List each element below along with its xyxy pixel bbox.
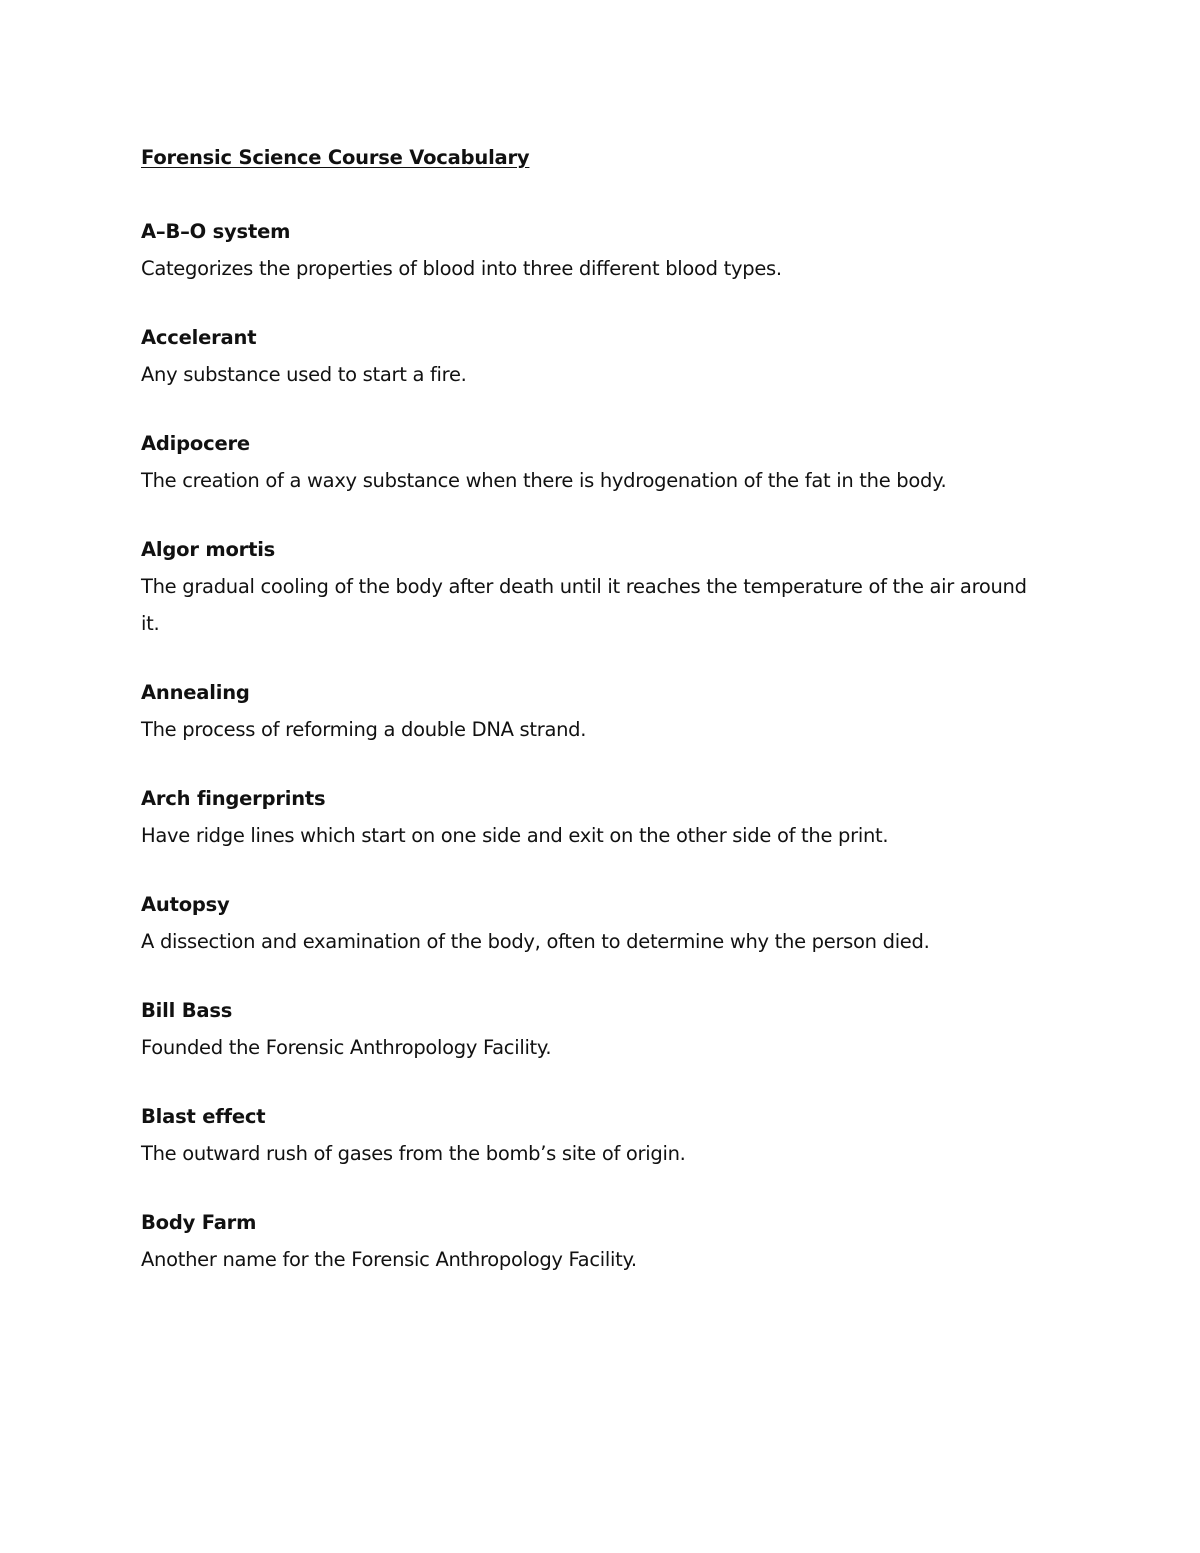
vocab-term: Arch fingerprints [141,787,326,810]
vocab-entry [141,892,1061,960]
document-title: Forensic Science Course Vocabulary [141,146,530,169]
vocab-definition: The process of reforming a double DNA strand. [141,718,587,741]
vocab-definition: Any substance used to start a fire. [141,363,467,386]
vocab-term: Body Farm [141,1211,257,1234]
vocab-entry [141,537,1061,642]
vocab-definition: Founded the Forensic Anthropology Facility. [141,1036,552,1059]
vocab-term: Accelerant [141,326,257,349]
vocab-definition: Categorizes the properties of blood into three different blood types. [141,257,782,280]
document-content [141,145,1061,1316]
vocab-definition: Have ridge lines which start on one side and exit on the other side of the print. [141,824,889,847]
vocab-definition: Another name for the Forensic Anthropology Facility. [141,1248,637,1271]
vocab-term: Blast effect [141,1105,266,1128]
vocab-definition: The gradual cooling of the body after death until it reaches the temperature of the air around it. [141,575,1027,635]
vocab-term: Adipocere [141,432,250,455]
vocab-entry [141,325,1061,393]
vocab-entry [141,431,1061,499]
vocab-definition: A dissection and examination of the body, often to determine why the person died. [141,930,930,953]
vocab-term: A–B–O system [141,220,291,243]
vocab-entry [141,1210,1061,1278]
vocab-entry [141,1104,1061,1172]
vocab-definition: The outward rush of gases from the bomb’s site of origin. [141,1142,686,1165]
vocab-term: Annealing [141,681,250,704]
vocab-term: Autopsy [141,893,230,916]
vocab-term: Algor mortis [141,538,276,561]
vocab-definition: The creation of a waxy substance when there is hydrogenation of the fat in the body. [141,469,947,492]
vocab-entry [141,998,1061,1066]
vocab-term: Bill Bass [141,999,233,1022]
vocab-entry [141,680,1061,748]
vocab-entry [141,219,1061,287]
vocab-entry [141,786,1061,854]
